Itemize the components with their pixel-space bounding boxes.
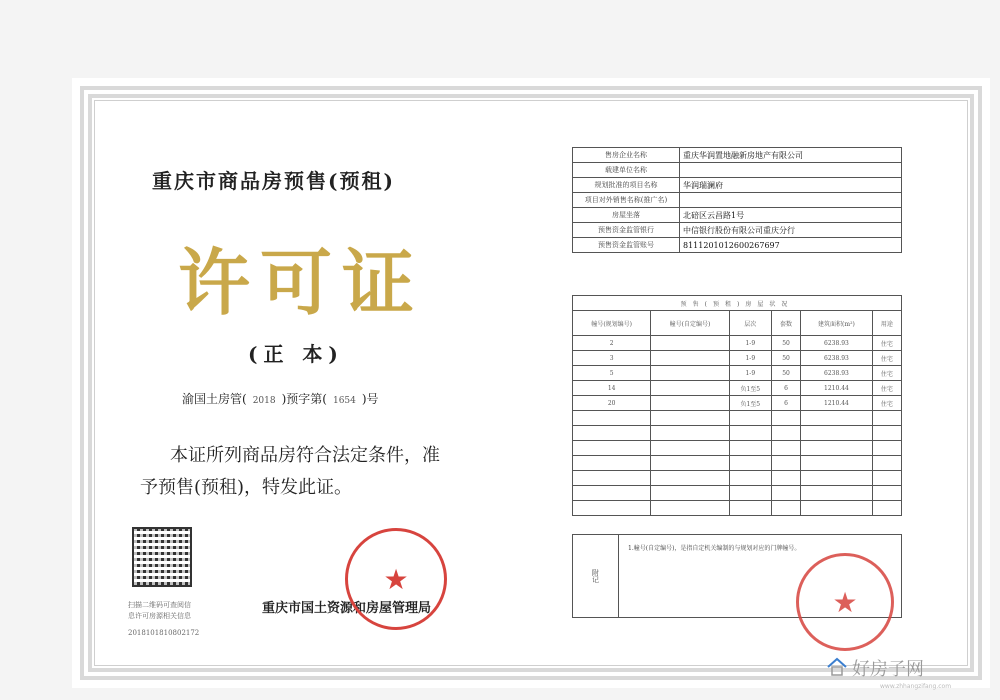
grid-cell: 6238.93: [801, 366, 873, 381]
info-value: 北碚区云昌路1号: [680, 208, 902, 223]
grid-cell: 1-9: [729, 366, 771, 381]
grid-cell: [801, 501, 873, 516]
info-row: [573, 193, 902, 208]
grid-header: 层次: [729, 311, 771, 336]
grid-cell: [872, 456, 901, 471]
grid-cell: [801, 441, 873, 456]
info-key: 项目对外销售名称(推广名): [573, 193, 680, 208]
number-year: 2018: [252, 396, 276, 406]
info-value: 华润瑞澜府: [680, 178, 902, 193]
grid-row: [573, 426, 902, 441]
info-key: 预售资金监管银行: [573, 223, 680, 238]
grid-cell: [771, 501, 800, 516]
grid-cell: 住宅: [872, 336, 901, 351]
grid-cell: 5: [573, 366, 651, 381]
grid-cell: [651, 471, 729, 486]
grid-row: [573, 351, 902, 366]
grid-cell: [729, 501, 771, 516]
grid-cell: [651, 381, 729, 396]
grid-row: [573, 456, 902, 471]
grid-row: [573, 501, 902, 516]
grid-cell: [651, 366, 729, 381]
grid-cell: [771, 426, 800, 441]
number-serial: 1654: [332, 396, 356, 406]
grid-cell: [651, 441, 729, 456]
info-row: [573, 148, 902, 163]
body-line-2: 予预售(预租)，特发此证。: [140, 477, 353, 498]
grid-row: [573, 336, 902, 351]
info-key: 售房企业名称: [573, 148, 680, 163]
info-key: 房屋坐落: [573, 208, 680, 223]
info-key: 预售资金监管账号: [573, 238, 680, 253]
grid-cell: 住宅: [872, 351, 901, 366]
info-value: 8111201012600267697: [680, 238, 902, 253]
grid-cell: [729, 456, 771, 471]
grid-header: 用途: [872, 311, 901, 336]
info-value: 中信银行股份有限公司重庆分行: [680, 223, 902, 238]
grid-cell: 6238.93: [801, 336, 873, 351]
grid-cell: 1210.44: [801, 396, 873, 411]
grid-cell: [573, 501, 651, 516]
info-row: [573, 178, 902, 193]
info-row: [573, 163, 902, 178]
grid-header: 建筑面积(m²): [801, 311, 873, 336]
grid-row: [573, 381, 902, 396]
info-key: 规划批准的项目名称: [573, 178, 680, 193]
grid-cell: [801, 471, 873, 486]
grid-cell: [651, 351, 729, 366]
grid-cell: [573, 426, 651, 441]
issuer-name: 重庆市国土资源和房屋管理局: [262, 601, 432, 616]
grid-cell: [771, 441, 800, 456]
info-table: [572, 147, 902, 253]
grid-cell: 1210.44: [801, 381, 873, 396]
housing-grid: [572, 295, 902, 516]
grid-cell: [573, 471, 651, 486]
grid-cell: [872, 471, 901, 486]
grid-cell: [651, 486, 729, 501]
grid-cell: 1-9: [729, 336, 771, 351]
grid-row: [573, 366, 902, 381]
bank-seal: [796, 553, 894, 651]
grid-cell: [872, 441, 901, 456]
grid-header: 幢号(自定编号): [651, 311, 729, 336]
grid-cell: [872, 426, 901, 441]
grid-cell: [651, 411, 729, 426]
qr-caption: [128, 600, 199, 639]
note-text: 1.幢号(自定编号)，是指自定机关编制的与规划对应的门牌幢号。: [628, 545, 801, 552]
number-prefix: 渝国土房管(: [182, 392, 247, 406]
grid-cell: [573, 486, 651, 501]
grid-row: [573, 471, 902, 486]
number-suffix: )号: [361, 392, 379, 406]
grid-cell: 3: [573, 351, 651, 366]
qr-caption-2: 息许可房源相关信息: [128, 612, 191, 620]
grid-header: 套数: [771, 311, 800, 336]
qr-caption-1: 扫描二维码可查阅信: [128, 601, 191, 609]
grid-row: [573, 411, 902, 426]
info-value: [680, 163, 902, 178]
certificate-number: [182, 390, 379, 407]
grid-row: [573, 396, 902, 411]
info-value: [680, 193, 902, 208]
grid-header: 幢号(规划编号): [573, 311, 651, 336]
grid-header-row: [573, 311, 902, 336]
grid-cell: [801, 426, 873, 441]
grid-cell: [801, 486, 873, 501]
grid-cell: 1-9: [729, 351, 771, 366]
grid-cell: [573, 411, 651, 426]
grid-cell: [651, 501, 729, 516]
grid-cell: 住宅: [872, 396, 901, 411]
watermark-url: www.zhhangzifang.com: [880, 683, 952, 690]
grid-cell: 住宅: [872, 366, 901, 381]
official-seal: [345, 528, 447, 630]
grid-cell: [651, 396, 729, 411]
grid-cell: 20: [573, 396, 651, 411]
info-row: [573, 208, 902, 223]
grid-cell: 50: [771, 366, 800, 381]
grid-cell: [771, 486, 800, 501]
bank-seal-star-icon: ★: [832, 585, 858, 619]
grid-cell: [651, 456, 729, 471]
grid-cell: [729, 411, 771, 426]
seal-star-icon: ★: [383, 562, 409, 596]
grid-cell: [729, 486, 771, 501]
number-mid: )预字第(: [281, 392, 327, 406]
note-label: 附记: [573, 535, 619, 617]
grid-cell: [872, 501, 901, 516]
watermark-text: 好房子网: [852, 659, 924, 680]
grid-cell: [771, 471, 800, 486]
grid-cell: 6: [771, 396, 800, 411]
grid-row: [573, 441, 902, 456]
copy-type: (正 本): [248, 342, 344, 366]
certificate-title: 重庆市商品房预售(预租): [152, 169, 395, 193]
grid-cell: 6: [771, 381, 800, 396]
info-value: 重庆华润置地融新房地产有限公司: [680, 148, 902, 163]
info-row: [573, 223, 902, 238]
grid-banner: 预售(预租)房屋状况: [573, 296, 902, 311]
grid-cell: [651, 336, 729, 351]
grid-cell: 50: [771, 351, 800, 366]
grid-cell: [729, 471, 771, 486]
grid-cell: [801, 411, 873, 426]
grid-cell: [573, 456, 651, 471]
grid-cell: 50: [771, 336, 800, 351]
info-row: [573, 238, 902, 253]
grid-cell: [729, 426, 771, 441]
grid-cell: 负1至5: [729, 396, 771, 411]
grid-cell: 负1至5: [729, 381, 771, 396]
grid-cell: [771, 456, 800, 471]
qr-code[interactable]: [132, 527, 192, 587]
grid-cell: 6238.93: [801, 351, 873, 366]
grid-cell: [872, 486, 901, 501]
grid-cell: [573, 441, 651, 456]
qr-caption-3: 2018101810802172: [128, 629, 200, 637]
info-key: 载建单位名称: [573, 163, 680, 178]
grid-cell: [801, 456, 873, 471]
house-logo-icon: [826, 656, 848, 678]
grid-cell: 14: [573, 381, 651, 396]
body-line-1: 本证所列商品房符合法定条件，准: [170, 445, 440, 466]
grid-cell: [729, 441, 771, 456]
grid-cell: 2: [573, 336, 651, 351]
grid-cell: 住宅: [872, 381, 901, 396]
grid-cell: [651, 426, 729, 441]
grid-cell: [771, 411, 800, 426]
grid-row: [573, 486, 902, 501]
grid-cell: [872, 411, 901, 426]
certificate-body: [140, 440, 470, 504]
certificate-main-title: 许可证: [178, 240, 425, 325]
